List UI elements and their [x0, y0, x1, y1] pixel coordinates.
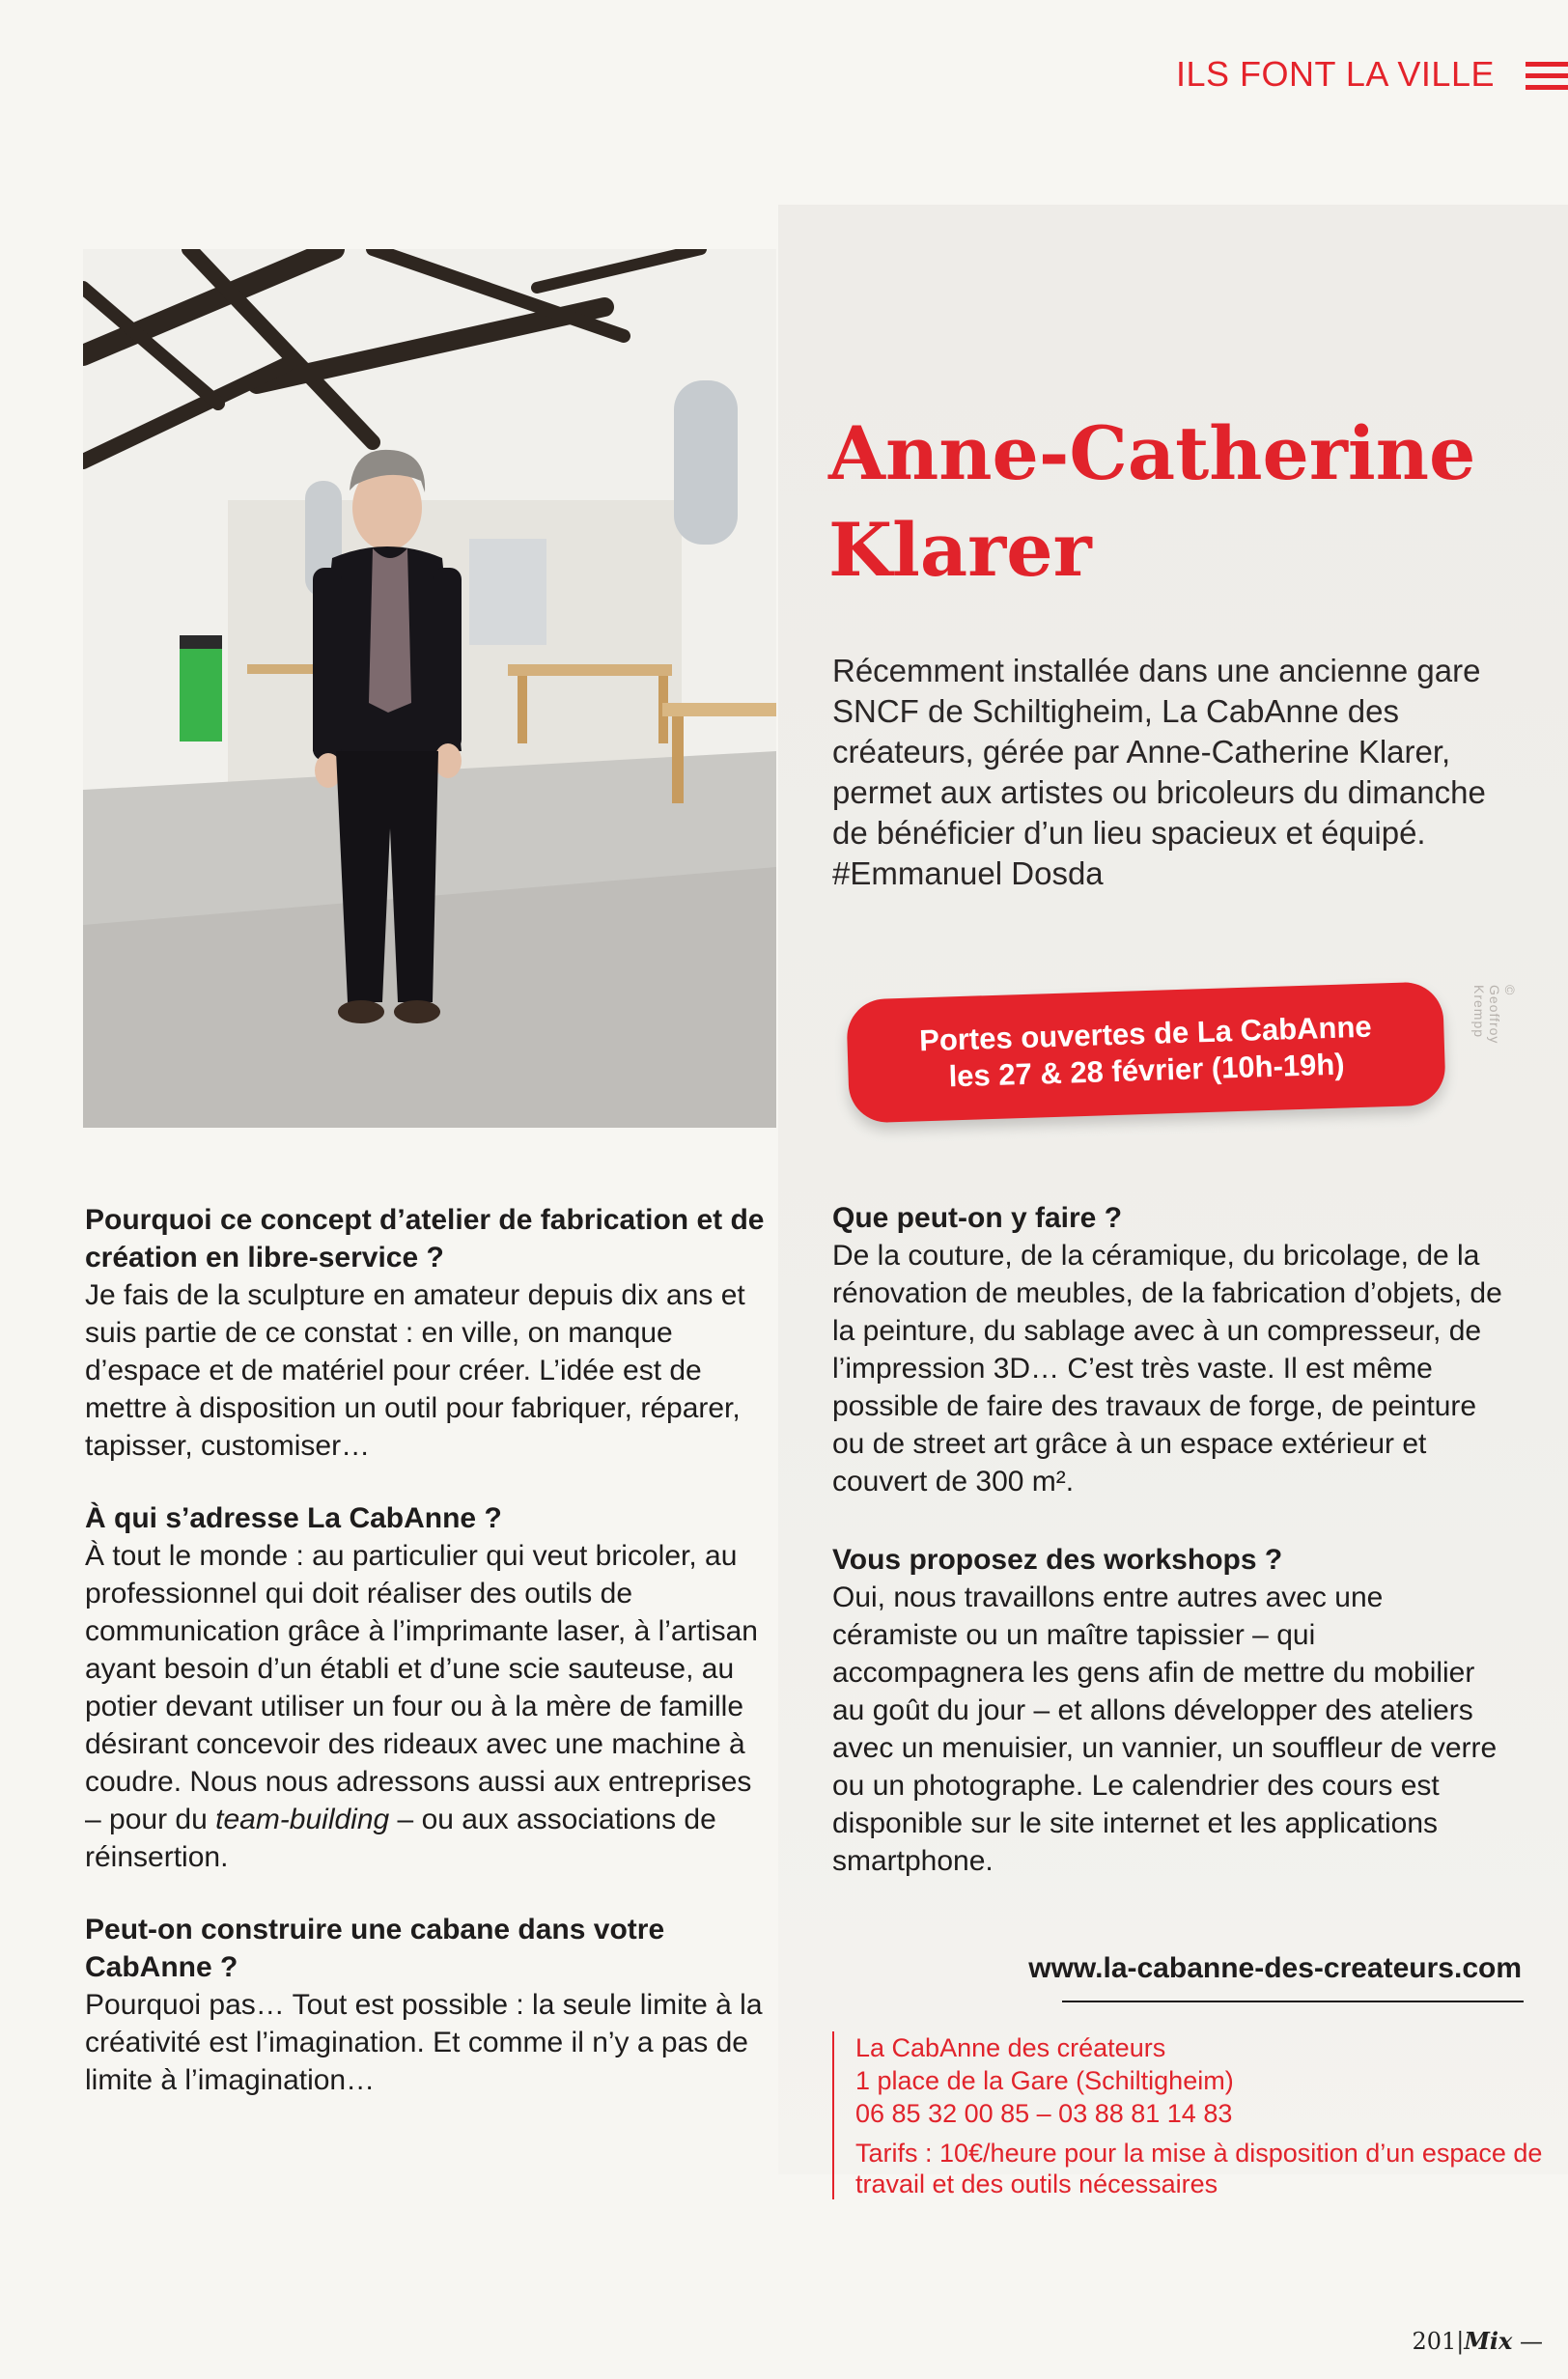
article-title	[828, 406, 1524, 599]
left-column	[85, 1201, 770, 2134]
question-heading: Vous proposez des workshops ?	[832, 1544, 1283, 1576]
website-underline	[1062, 2001, 1524, 2002]
answer-text: De la couture, de la céramique, du bricolage, de la rénovation de meubles, de la fabrication d’objets, de la peinture, du sablage avec à un compresseur, de l’impression 3D… C’est très vaste. Il est même possible de faire des travaux de forge, de peinture ou de street art grâce à un espace extérieur et couvert de 300 m².	[832, 1240, 1502, 1497]
answer-text-part: – ou aux associations de réinsertion.	[85, 1804, 716, 1873]
qa-block-workshops	[832, 1541, 1508, 1880]
answer-text-part: À tout le monde : au particulier qui veut bricoler, au professionnel qui doit réaliser des outils de communication grâce à l’imprimante laser, à l’artisan ayant besoin d’un établi et d’une scie sauteuse, au potier devant utiliser un four ou à la mère de famille désirant concevoir des rideaux avec une machine à coudre. Nous nous adressons aussi aux entreprises – pour du	[85, 1540, 758, 1835]
question-heading: À qui s’adresse La CabAnne ?	[85, 1502, 502, 1534]
venue-name: La CabAnne des créateurs	[855, 2033, 1166, 2062]
qa-block-activities	[832, 1199, 1508, 1500]
venue-street: 1 place de la Gare (Schiltigheim)	[855, 2066, 1234, 2095]
magazine-name: Mix	[1464, 2327, 1513, 2355]
open-days-badge	[846, 981, 1446, 1123]
answer-text: Je fais de la sculpture en amateur depuis dix ans et suis partie de ce constat : en ville, on manque d’espace et de matériel pour créer. L’idée est de mettre à disposition un outil pour fabriquer, réparer, tapisser, customiser…	[85, 1279, 745, 1462]
portrait-photo	[83, 249, 776, 1128]
rubric-bars-icon	[1526, 62, 1568, 97]
folio-dash: —	[1520, 2328, 1543, 2355]
title-line-1: Anne-Catherine	[828, 410, 1476, 496]
question-heading: Pourquoi ce concept d’atelier de fabrication et de création en libre-service ?	[85, 1204, 765, 1273]
address-box	[832, 2031, 1551, 2199]
website-link[interactable]: www.la-cabanne-des-createurs.com	[1028, 1952, 1522, 1984]
venue-phones: 06 85 32 00 85 – 03 88 81 14 83	[855, 2099, 1233, 2128]
answer-text	[85, 1537, 770, 1876]
question-heading: Peut-on construire une cabane dans votre CabAnne ?	[85, 1914, 665, 1983]
page-number: 201	[1412, 2328, 1457, 2355]
photo-credit: © Geoffroy Krempp	[1471, 985, 1518, 1045]
answer-text: Oui, nous travaillons entre autres avec une céramiste ou un maître tapissier – qui accompagnera les gens afin de mettre du mobilier au goût du jour – et allons développer des ateliers avec un menuisier, un vannier, un souffleur de verre ou un photographe. Le calendrier des cours est disponible sur le site internet et les applications smartphone.	[832, 1581, 1498, 1877]
venue-tarifs: Tarifs : 10€/heure pour la mise à disposition d’un espace de travail et des outils nécessaires	[855, 2139, 1543, 2198]
qa-block-concept	[85, 1201, 770, 1465]
badge-line-2: les 27 & 28 février (10h-19h)	[948, 1047, 1346, 1094]
badge-line-1: Portes ouvertes de La CabAnne	[918, 1009, 1373, 1058]
answer-italic: team-building	[215, 1804, 390, 1835]
right-column	[832, 1199, 1508, 1915]
section-rubric: ILS FONT LA VILLE	[1176, 54, 1495, 94]
question-heading: Que peut-on y faire ?	[832, 1202, 1123, 1234]
intro-paragraph: Récemment installée dans une ancienne gare SNCF de Schiltigheim, La CabAnne des créateurs, gérée par Anne-Catherine Klarer, permet aux artistes ou bricoleurs du dimanche de bénéficier d’un lieu spacieux et équipé. #Emmanuel Dosda	[832, 653, 1486, 891]
qa-block-audience	[85, 1499, 770, 1876]
page-folio: 201|Mix —	[1412, 2327, 1543, 2355]
qa-block-cabane	[85, 1911, 770, 2099]
title-line-2: Klarer	[828, 507, 1092, 593]
answer-text: Pourquoi pas… Tout est possible : la seule limite à la créativité est l’imagination. Et comme il n’y a pas de limite à l’imagination…	[85, 1989, 763, 2096]
